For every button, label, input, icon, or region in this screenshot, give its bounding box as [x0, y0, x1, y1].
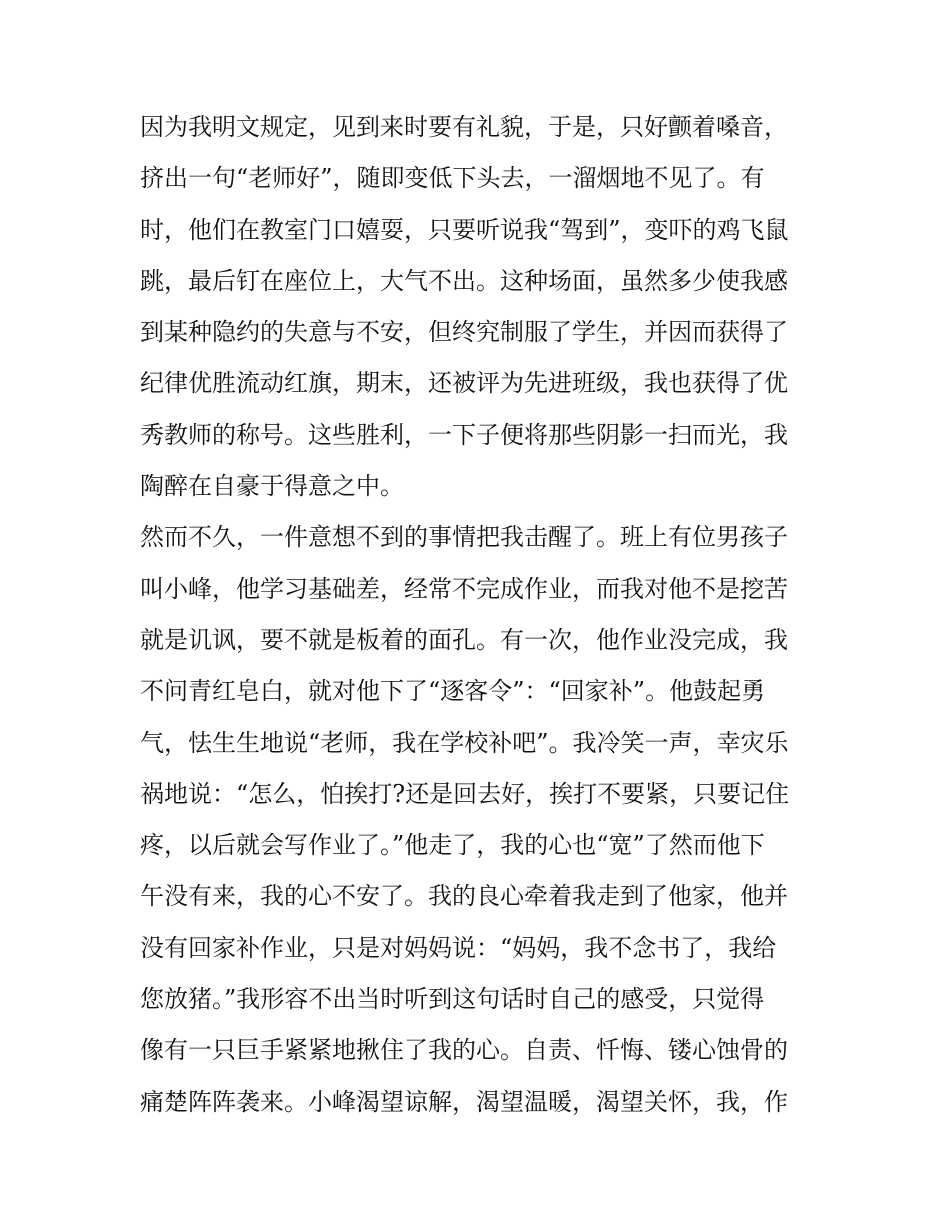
- text-line: 然而不久，一件意想不到的事情把我击醒了。班上有位男孩子: [140, 523, 788, 552]
- text-line: 就是讥讽，要不就是板着的面孔。有一次，他作业没完成，我: [140, 625, 788, 654]
- text-line: 疼，以后就会写作业了。”他走了，我的心也“宽”了然而他下: [140, 831, 765, 860]
- text-line: 像有一只巨手紧紧地揪住了我的心。自责、忏悔、镂心蚀骨的: [140, 1036, 788, 1065]
- text-line: 没有回家补作业，只是对妈妈说：“妈妈，我不念书了，我给: [140, 933, 777, 962]
- text-line: 您放猪。”我形容不出当时听到这句话时自己的感受，只觉得: [140, 985, 765, 1014]
- text-line: 叫小峰，他学习基础差，经常不完成作业，而我对他不是挖苦: [140, 574, 788, 603]
- text-line: 到某种隐约的失意与不安，但终究制服了学生，并因而获得了: [140, 318, 788, 347]
- text-line: 气，怯生生地说“老师，我在学校补吧”。我冷笑一声，幸灾乐: [140, 728, 789, 757]
- text-line: 时，他们在教室门口嬉耍，只要听说我“驾到”，变吓的鸡飞鼠: [140, 215, 789, 244]
- text-line: 秀教师的称号。这些胜利，一下子便将那些阴影一扫而光，我: [140, 420, 788, 449]
- text-line: 不问青红皂白，就对他下了“逐客令”：“回家补”。他鼓起勇: [140, 677, 766, 706]
- body-text: [140, 102, 820, 1128]
- text-line: 陶醉在自豪于得意之中。: [140, 472, 404, 501]
- text-line: 因为我明文规定，见到来时要有礼貌，于是，只好颤着嗓音，: [140, 113, 788, 141]
- text-line: 纪律优胜流动红旗，期末，还被评为先进班级，我也获得了优: [140, 369, 788, 398]
- text-line: 挤出一句“老师好”，随即变低下头去，一溜烟地不见了。有: [140, 164, 765, 193]
- text-line: 祸地说：“怎么，怕挨打?还是回去好，挨打不要紧，只要记住: [140, 779, 790, 808]
- text-line: 痛楚阵阵袭来。小峰渴望谅解，渴望温暖，渴望关怀，我，作: [140, 1087, 788, 1116]
- text-line: 跳，最后钉在座位上，大气不出。这种场面，虽然多少使我感: [140, 266, 788, 295]
- text-line: 午没有来，我的心不安了。我的良心牵着我走到了他家，他并: [140, 882, 788, 911]
